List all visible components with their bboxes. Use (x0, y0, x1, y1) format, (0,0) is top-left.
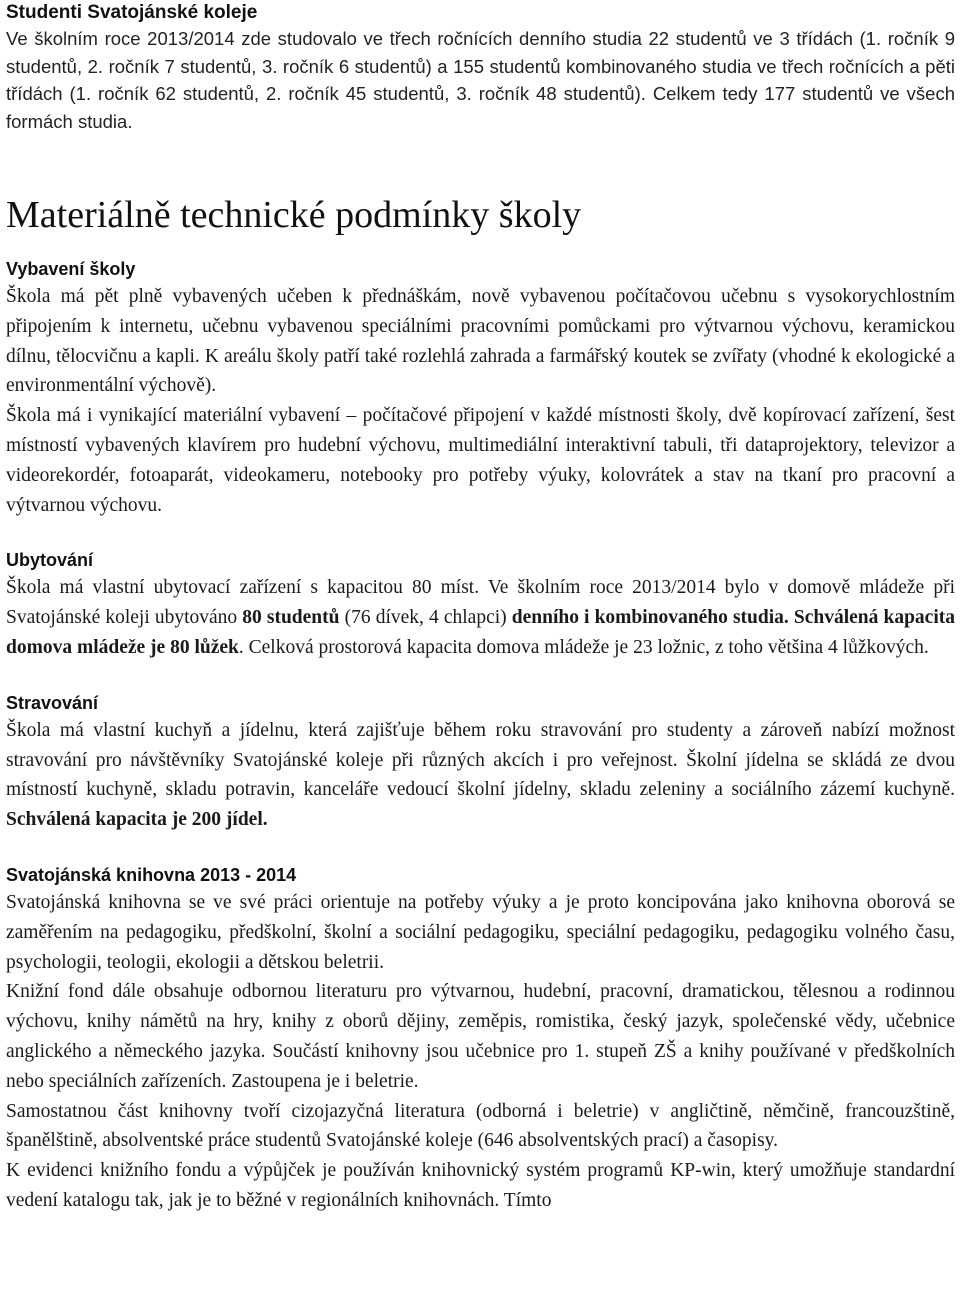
library-paragraph-2: Knižní fond dále obsahuje odbornou literaturu pro výtvarnou, hudební, pracovní, dramatickou, tělesnou a rodinnou výchovu, knihy námětů na hry, knihy z oborů dějiny, zeměpis, romistika, český jazyk, společenské vědy, učebnice anglického a německého jazyka. Součástí knihovny jsou učebnice pro 1. stupeň ZŠ a knihy používané v předškolních nebo speciálních zařízeních. Zastoupena je i beletrie. (6, 981, 955, 1092)
library-paragraph-3: Samostatnou část knihovny tvoří cizojazyčná literatura (odborná i beletrie) v angličtině, němčině, francouzštině, španělštině, absolventské práce studentů Svatojánské koleje (646 absolventských prací) a časopisy. (6, 1100, 955, 1152)
library-paragraph-4: K evidenci knižního fondu a výpůjček je používán knihovnický systém programů KP-win, který umožňuje standardní vedení katalogu tak, jak je to běžné v regionálních knihovnách. Tímto (6, 1160, 955, 1211)
students-paragraph: Ve školním roce 2013/2014 zde studovalo ve třech ročnících denního studia 22 studentů ve 3 třídách (1. ročník 9 studentů, 2. ročník 7 studentů, 3. ročník 6 studentů) a 155 studentů kombinovaného studia ve třech ročnících a pěti třídách (1. ročník 62 studentů, 2. ročník 45 studentů, 3. ročník 48 studentů). Celkem tedy 177 studentů ve všech formách studia. (6, 28, 955, 132)
housing-bold-2: denního i kombinovaného studia. Schválená kapacita domova mládeže je 80 lůžek (6, 607, 955, 658)
housing-paragraph (6, 573, 955, 662)
library-paragraph-1: Svatojánská knihovna se ve své práci orientuje na potřeby výuky a je proto koncipována jako knihovna oborová se zaměřením na pedagogiku, předškolní, školní a sociální pedagogiku, speciální pedagogiku, pedagogiku volného času, psychologii, teologii, ekologii a dětskou beletrii. (6, 891, 955, 973)
catering-paragraph (6, 716, 955, 835)
equipment-title: Vybavení školy (6, 259, 136, 279)
housing-title: Ubytování (6, 550, 94, 571)
housing-text-3: . Celková prostorová kapacita domova mládeže je 23 ložnic, z toho většina 4 lůžkových. (238, 636, 929, 658)
housing-bold-1: 80 studentů (242, 607, 340, 629)
library-title: Svatojánská knihovna 2013 - 2014 (6, 864, 297, 885)
students-title: Studenti Svatojánské koleje (6, 2, 258, 23)
catering-title: Stravování (6, 692, 99, 713)
housing-text-1: Škola má vlastní ubytovací zařízení s kapacitou 80 míst. Ve školním roce 2013/2014 bylo v domově mládeže při Svatojánské koleji ubytováno (6, 577, 955, 629)
catering-bold-1: Schválená kapacita je 200 jídel. (6, 809, 268, 831)
housing-text-2: (76 dívek, 4 chlapci) (339, 607, 512, 629)
equipment-paragraph-2: Škola má i vynikající materiální vybavení – počítačové připojení v každé místnosti školy, dvě kopírovací zařízení, šest místností vybavených klavírem pro hudební výchovu, multimediální interaktivní tabuli, tři dataprojektory, televizor a videorekordér, fotoaparát, videokameru, notebooky pro potřeby výuky, kolovrátek a stav na tkaní pro pracovní a výtvarnou výchovu. (6, 405, 955, 516)
page-heading: Materiálně technické podmínky školy (6, 194, 582, 236)
catering-text-1: Škola má vlastní kuchyň a jídelnu, která zajišťuje během roku stravování pro studenty a zároveň nabízí možnost stravování pro návštěvníky Svatojánské koleje při různých akcích i pro veřejnost. Školní jídelna se skládá ze dvou místností kuchyně, skladu potravin, kanceláře vedoucí školní jídelny, skladu zeleniny a sociálního zázemí kuchyně. (6, 719, 955, 801)
equipment-paragraph-1: Škola má pět plně vybavených učeben k přednáškám, nově vybavenou počítačovou učebnu s vysokorychlostním připojením k internetu, učebnu vybavenou speciálními pracovními pomůckami pro výtvarnou výchovu, keramickou dílnu, tělocvičnu a kapli. K areálu školy patří také rozlehlá zahrada a farmářský koutek se zvířaty (vhodné k ekologické a environmentální výchově). (6, 286, 955, 397)
